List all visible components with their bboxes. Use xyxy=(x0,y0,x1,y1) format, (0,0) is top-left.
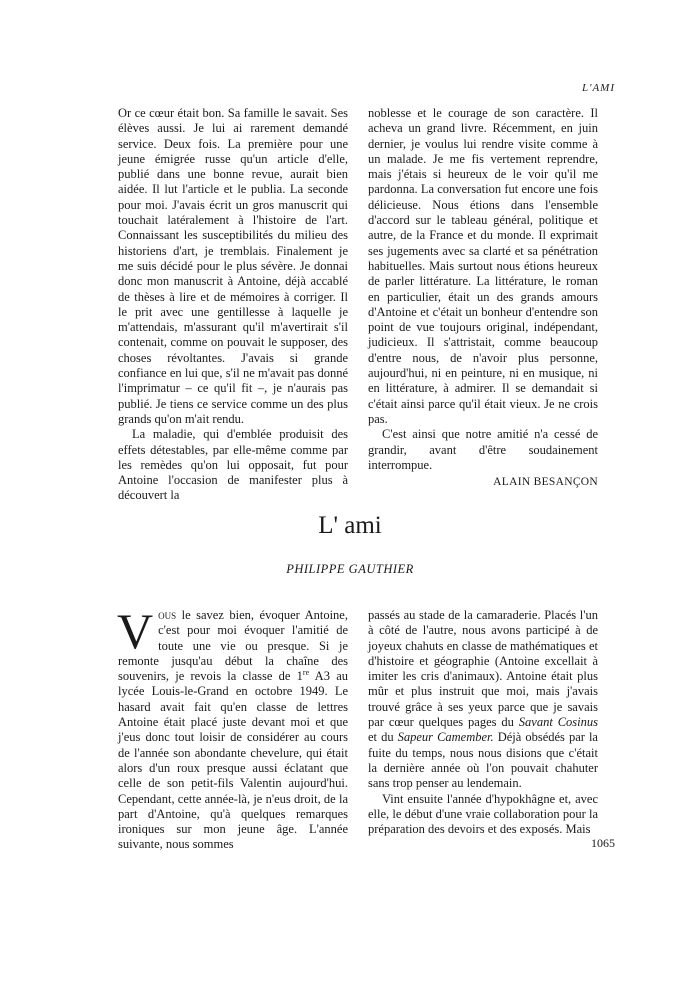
superscript: re xyxy=(302,668,310,678)
book-title: Sapeur Camember. xyxy=(397,730,494,745)
paragraph: Vint ensuite l'année d'hypokhâgne et, avec elle, le début d'une vraie collaboration pour la préparation des devoirs et des exposés. Mais xyxy=(368,791,598,837)
paragraph xyxy=(368,608,598,792)
running-title: L'AMI xyxy=(581,82,615,94)
small-caps-lead: ous xyxy=(158,608,177,622)
article-title: L' ami xyxy=(318,512,382,539)
paragraph: Or ce cœur était bon. Sa famille le savait. Ses élèves aussi. Je lui ai rarement demandé service. Deux fois. La première pour une jeune émigrée russe qu'un article d'elle, publié dans une bonne revue, aurait bien aidée. Il lut l'article et le publia. La seconde pour moi. J'avais écrit un gros manuscrit qui touchait latéralement à l'histoire de l'art. Connaissant les susceptibilités du milieu des historiens d'art, je tremblais. Finalement je me suis décidé pour le plus sévère. Je donnai donc mon manuscrit à Antoine, déjà accablé de thèses à lire et de mémoires à corriger. Il le prit avec une gentillesse à laquelle je m'attendais, m'assurant qu'il m'avertirait s'il contenait, comme on pouvait le supposer, des choses révoltantes. J'avais si grande confiance en lui que, s'il ne m'avait pas donné l'imprimatur – ce qu'il fit –, je n'aurais pas publié. Je tiens ce service comme un des plus grands qu'on m'ait rendu. xyxy=(118,106,348,426)
text-run: et du xyxy=(368,730,398,745)
article-column-2 xyxy=(368,608,598,837)
article-column-1 xyxy=(117,603,348,853)
text-run: passés au stade de la camaraderie. Placés l'un à côté de l'autre, nous avons participé à de joyeux chahuts en classe de mathématiques et d'histoire et géographie (Antoine excellait à imiter les cris d'animaux). Antoine était plus mûr et plus instruit que moi, mais j'avais trouvé grâce à ses yeux parce que je savais par cœur quelques pages du xyxy=(368,608,598,730)
previous-article-column-1 xyxy=(118,106,348,504)
paragraph: La maladie, qui d'emblée produisit des effets détestables, par elle-même comme par les remèdes qu'on lui opposait, fut pour Antoine l'occasion de manifester plus à découvert la xyxy=(118,427,348,503)
paragraph: noblesse et le courage de son caractère. Il acheva un grand livre. Récemment, en juin dernier, je voulus lui rendre visite comme à un malade. Je me fis vertement reprendre, mais j'étais si heureux de le voir qu'il me pardonna. La conversation fut encore une fois délicieuse. Nous étions dans l'ensemble d'accord sur le tableau général, politique et autre, de la France et du monde. Il exprimait ses jugements avec sa clarté et sa pénétration habituelles. Mais surtout nous étions heureux de parler littérature. La littérature, le roman en particulier, était un des grands amours d'Antoine et c'était un bonheur d'entendre son point de vue toujours original, indépendant, judicieux. Il s'attristait, comme beaucoup d'entre nous, de n'avoir plus personne, aujourd'hui, ni en peinture, ni en musique, ni en littérature, à admirer. Il se demandait si c'était ainsi parce qu'il était vieux. Je ne crois pas. xyxy=(368,106,598,426)
book-title: Savant Cosinus xyxy=(518,715,598,730)
text-run: Déjà obsédés par la fuite du temps, nous nous disions que c'était la dernière année où l'on pouvait chahuter sans trop penser au lendemain. xyxy=(368,730,598,791)
text-run: A3 au lycée Louis-le-Grand en octobre 1949. Le hasard avait fait qu'en classe de lettres Antoine était placé juste devant moi et que j'eus donc tout loisir de considérer au cours de l'année son abondante chevelure, qui était alors d'un roux presque aussi éclatant que celle de son petit-fils Valentin aujourd'hui. Cependant, cette année-là, je n'eus droit, de la part d'Antoine, qu'à quelques remarques ironiques sur mon jeune âge. L'année suivante, nous sommes xyxy=(118,669,348,852)
author-signature: ALAIN BESANÇON xyxy=(493,476,598,489)
paragraph: C'est ainsi que notre amitié n'a cessé de grandir, avant d'être soudainement interrompue. xyxy=(368,427,598,472)
text-run: le savez bien, évoquer Antoine, c'est pour moi évoquer l'amitié de toute une vie ou presque. Si je remonte jusqu'au début la chaîne des souvenirs, je revois la classe de 1 xyxy=(118,608,348,684)
opening-paragraph xyxy=(117,603,348,853)
page-number: 1065 xyxy=(591,836,615,850)
article-author: PHILIPPE GAUTHIER xyxy=(286,562,414,576)
drop-cap: V xyxy=(117,603,154,659)
previous-article-column-2 xyxy=(368,106,598,490)
